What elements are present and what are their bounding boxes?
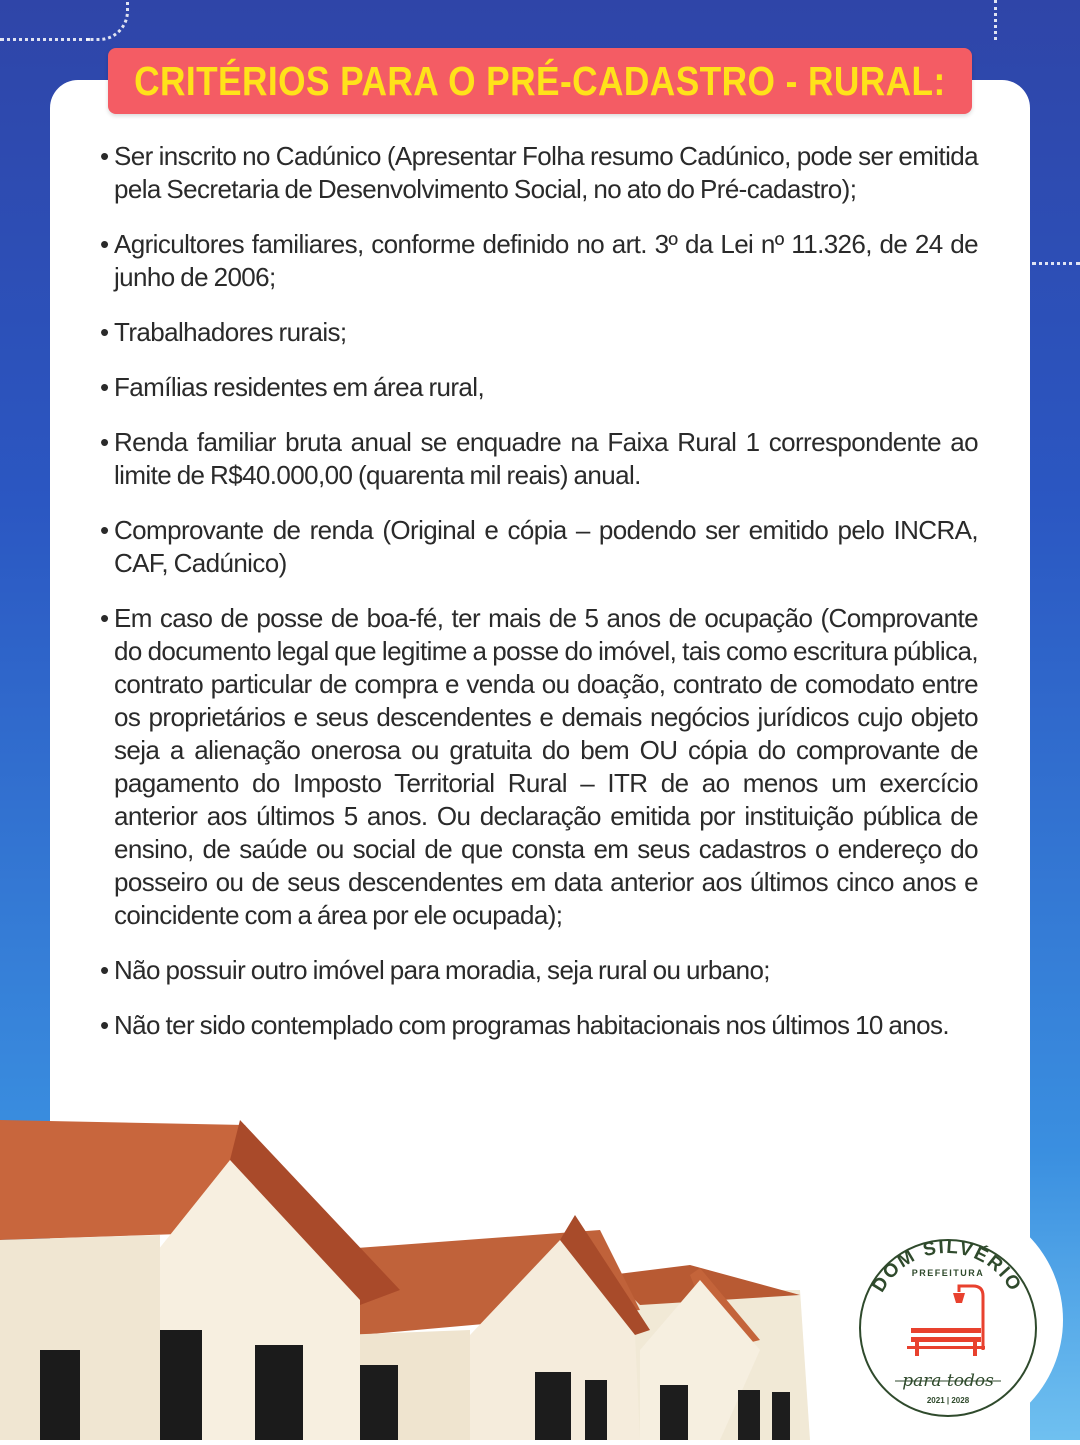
house-middle xyxy=(330,1215,650,1440)
bench-icon xyxy=(907,1328,985,1356)
criterion-text: Famílias residentes em área rural, xyxy=(114,372,485,402)
houses-illustration xyxy=(0,1100,860,1440)
bullet-icon: • xyxy=(100,955,110,985)
dotted-line-right xyxy=(1032,262,1080,265)
house-front xyxy=(0,1120,400,1440)
list-item xyxy=(100,426,978,492)
list-item xyxy=(100,140,978,206)
criterion-text: Não ter sido contemplado com programas habitacionais nos últimos 10 anos. xyxy=(114,1010,950,1040)
bullet-icon: • xyxy=(100,372,110,402)
bullet-icon: • xyxy=(100,141,110,171)
title-banner xyxy=(108,48,972,114)
logo-slogan: para todos xyxy=(902,1371,994,1391)
criterion-text: Trabalhadores rurais; xyxy=(114,317,347,347)
logo-emblem xyxy=(823,1200,1063,1440)
page-title: CRITÉRIOS PARA O PRÉ-CADASTRO - RURAL: xyxy=(134,57,946,104)
list-item xyxy=(100,316,978,349)
list-item xyxy=(100,1009,978,1042)
bullet-icon: • xyxy=(100,427,110,457)
criterion-text: Agricultores familiares, conforme definido no art. 3º da Lei nº 11.326, de 24 de junho de 2006; xyxy=(114,229,978,292)
bullet-icon: • xyxy=(100,1010,110,1040)
bullet-icon: • xyxy=(100,603,110,633)
criterion-text: Ser inscrito no Cadúnico (Apresentar Folha resumo Cadúnico, pode ser emitida pela Secretaria de Desenvolvimento Social, no ato do Pré-cadastro); xyxy=(114,141,978,204)
bullet-icon: • xyxy=(100,515,110,545)
bullet-icon: • xyxy=(100,229,110,259)
list-item xyxy=(100,954,978,987)
criterion-text: Comprovante de renda (Original e cópia – podendo ser emitido pelo INCRA, CAF, Cadúnico) xyxy=(114,515,978,578)
logo-name-text: DOM SILVÉRIO xyxy=(868,1236,1026,1297)
criteria-list xyxy=(100,140,978,1064)
logo-subtitle: PREFEITURA xyxy=(911,1268,985,1278)
dotted-line-top-left xyxy=(0,38,90,41)
criterion-text: Renda familiar bruta anual se enquadre na Faixa Rural 1 correspondente ao limite de R$40.000,00 (quarenta mil reais) anual. xyxy=(114,427,978,490)
list-item xyxy=(100,228,978,294)
bullet-icon: • xyxy=(100,317,110,347)
list-item xyxy=(100,514,978,580)
list-item xyxy=(100,602,978,932)
list-item xyxy=(100,371,978,404)
prefeitura-logo xyxy=(823,1200,1063,1440)
criterion-text: Não possuir outro imóvel para moradia, seja rural ou urbano; xyxy=(114,955,770,985)
dotted-line-top-right xyxy=(994,0,997,40)
criterion-text: Em caso de posse de boa-fé, ter mais de 5 anos de ocupação (Comprovante do documento legal que legitime a posse do imóvel, tais como escritura pública, contrato particular de compra e venda ou doação, contrato de comodato entre os proprietários e seus descendentes e demais negócios jurídicos cujo objeto seja a alienação onerosa ou gratuita do bem OU cópia do comprovante de pagamento do Imposto Territorial Rural – ITR de ao menos um exercício anterior aos últimos 5 anos. Ou declaração emitida por instituição pública de ensino, de saúde ou social de que consta em seus cadastros o endereço do posseiro ou de seus descendentes em data anterior aos últimos cinco anos e coincidente com a área por ele ocupada); xyxy=(114,603,978,930)
logo-years: 2021 | 2028 xyxy=(926,1396,970,1405)
